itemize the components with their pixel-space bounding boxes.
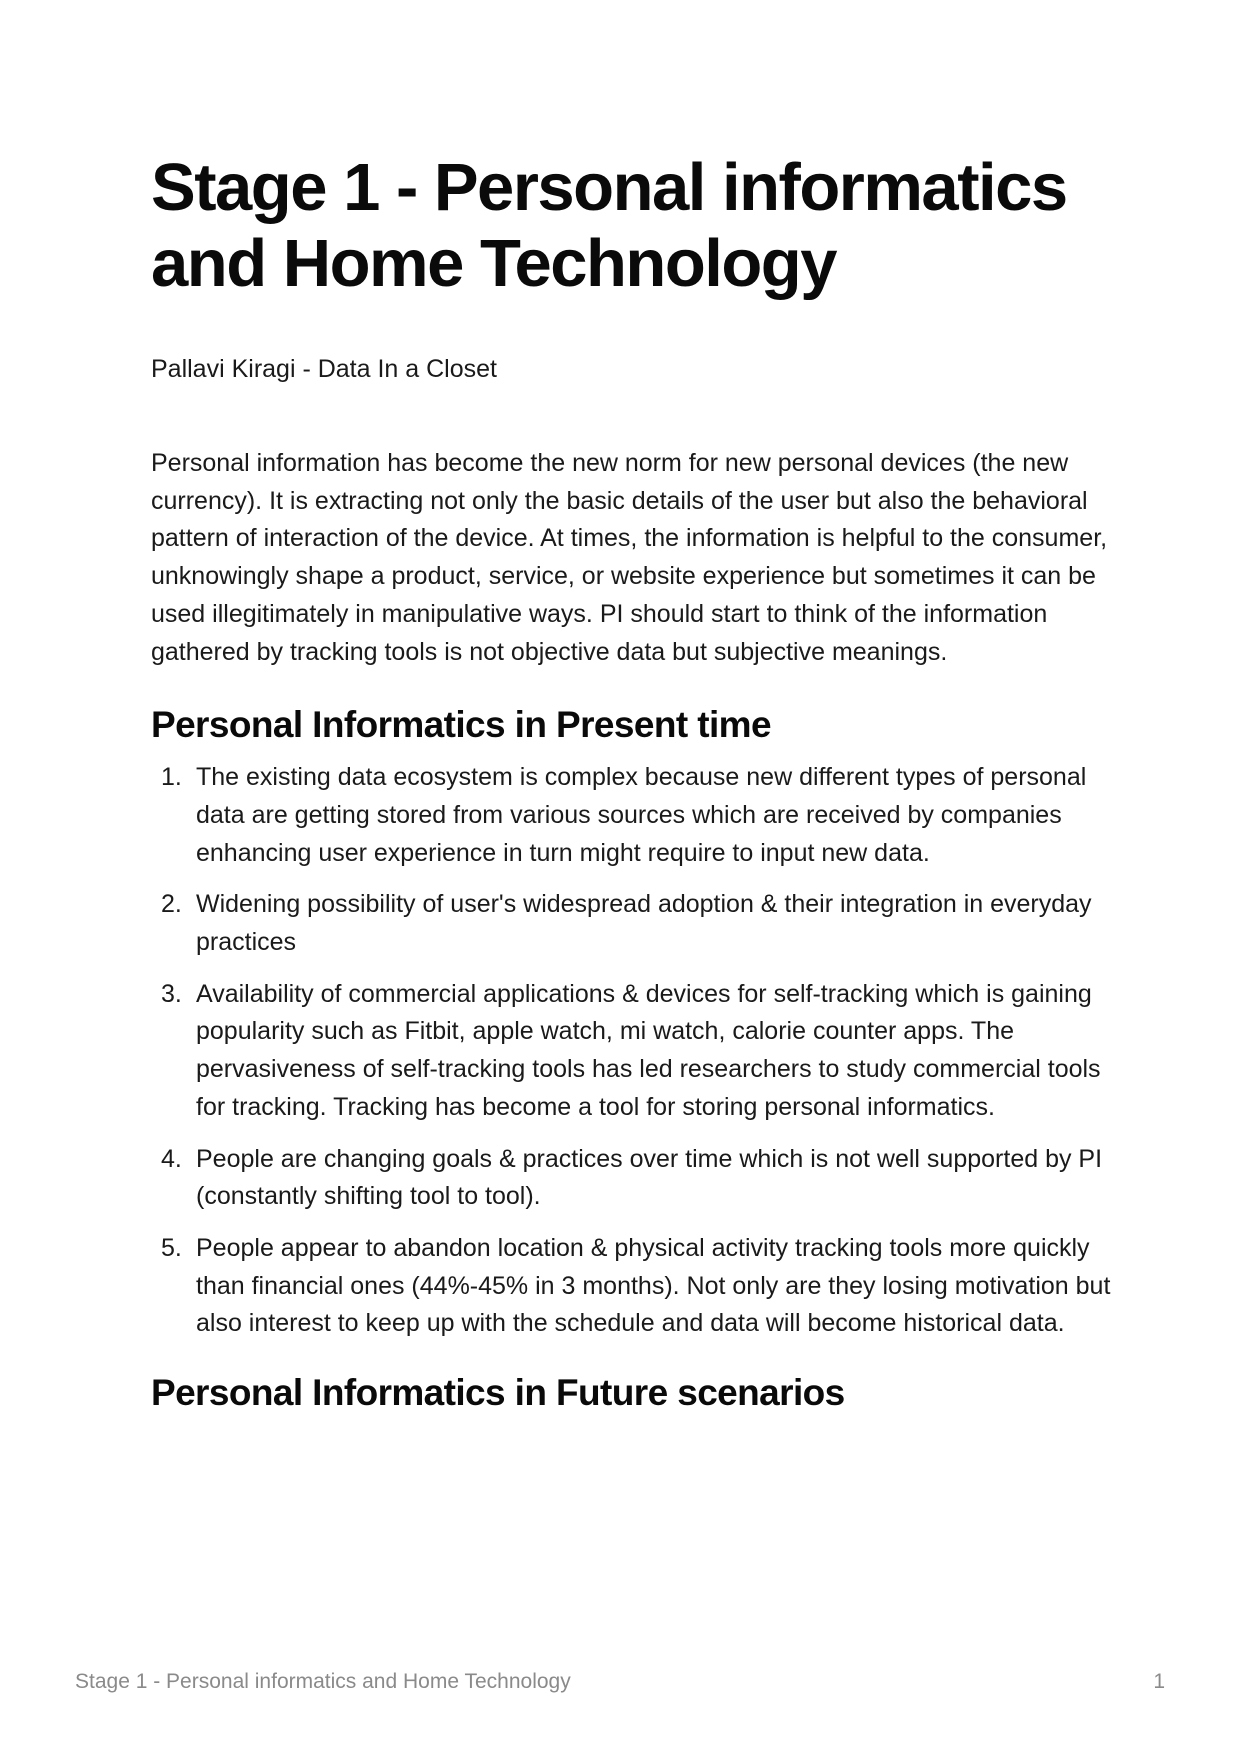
- list-item-text: Availability of commercial applications & devices for self-tracking which is gaining popularity such as Fitbit, apple watch, mi watch, calorie counter apps. The pervasiveness of self-tracking tools has led researchers to study commercial tools for tracking. Tracking has become a tool for storing personal informatics.: [196, 979, 1101, 1121]
- footer-document-title: Stage 1 - Personal informatics and Home Technology: [75, 1670, 571, 1693]
- present-time-list: [151, 759, 1111, 1343]
- list-item-text: People are changing goals & practices over time which is not well supported by PI (constantly shifting tool to tool).: [196, 1144, 1103, 1211]
- list-number: 2.: [161, 890, 182, 919]
- list-number: 3.: [161, 979, 182, 1008]
- list-item: [151, 1141, 1111, 1216]
- list-item-text: People appear to abandon location & physical activity tracking tools more quickly than financial ones (44%-45% in 3 months). Not only are they losing motivation but also interest to keep up with the schedule and data will become historical data.: [196, 1233, 1111, 1338]
- list-item-text: The existing data ecosystem is complex because new different types of personal data are getting stored from various sources which are received by companies enhancing user experience in turn might require to input new data.: [196, 763, 1087, 867]
- list-number: 5.: [161, 1233, 182, 1262]
- document-title: Stage 1 - Personal informatics and Home Technology: [151, 150, 1067, 301]
- list-item-text: Widening possibility of user's widespread adoption & their integration in everyday practices: [196, 890, 1092, 957]
- list-item: [151, 759, 1111, 872]
- list-item: [151, 1230, 1111, 1343]
- list-item: [151, 976, 1111, 1127]
- intro-paragraph: Personal information has become the new norm for new personal devices (the new currency). It is extracting not only the basic details of the user but also the behavioral pattern of interaction of the device. At times, the information is helpful to the consumer, unknowingly shape a product, service, or website experience but sometimes it can be used illegitimately in manipulative ways. PI should start to think of the information gathered by tracking tools is not objective data but subjective meanings.: [151, 449, 1108, 666]
- author-line: Pallavi Kiragi - Data In a Closet: [151, 355, 497, 383]
- footer-page-number: 1: [1153, 1670, 1165, 1693]
- list-item: [151, 886, 1111, 961]
- section-heading-future: Personal Informatics in Future scenarios: [151, 1372, 845, 1414]
- list-number: 1.: [161, 763, 182, 792]
- list-number: 4.: [161, 1144, 182, 1173]
- page-content: [151, 150, 1111, 1417]
- section-heading-present: Personal Informatics in Present time: [151, 704, 771, 746]
